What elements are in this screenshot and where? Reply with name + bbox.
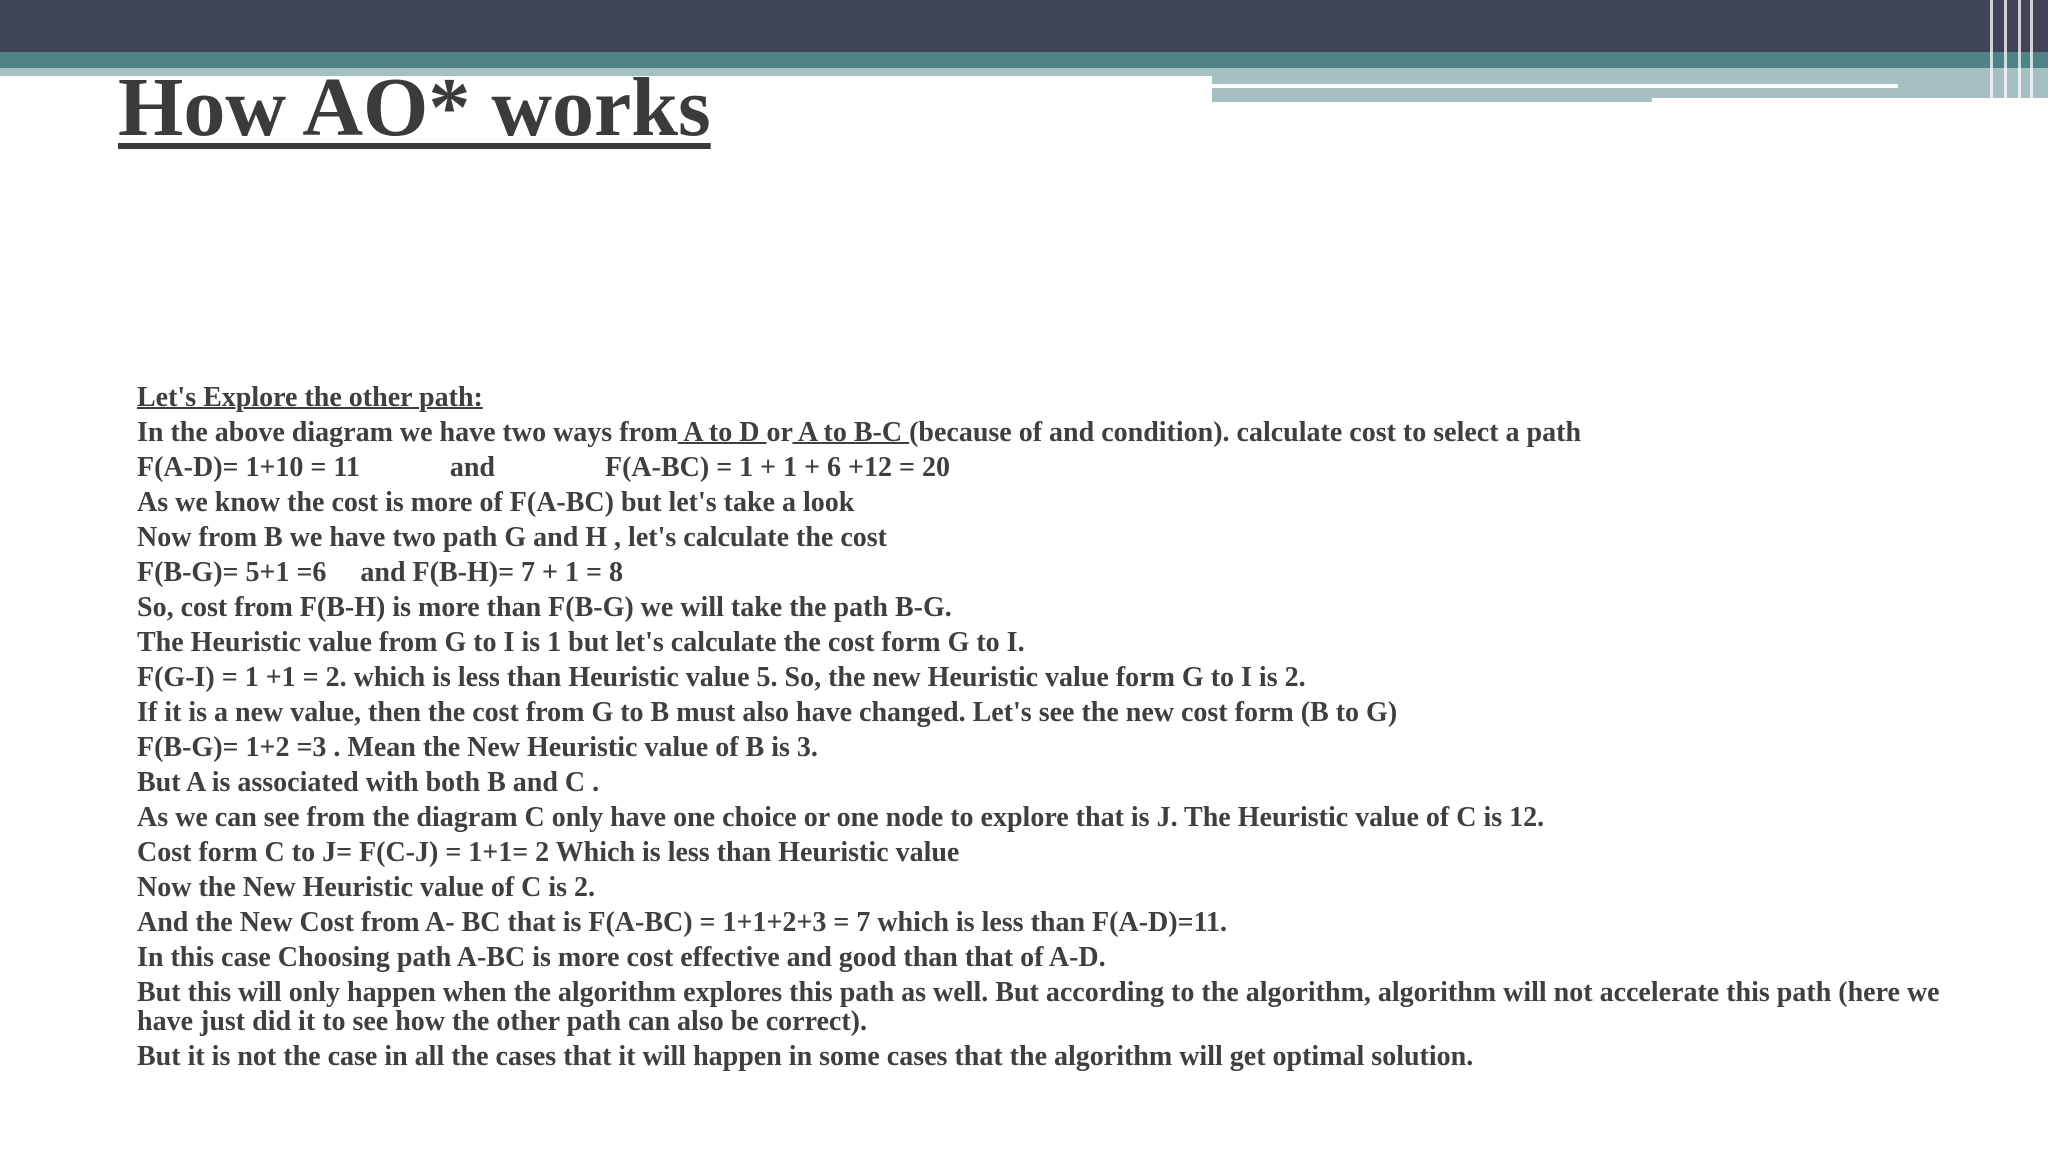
body-line: But it is not the case in all the cases that it will happen in some cases that the algorithm will get optimal solution. — [137, 1041, 1474, 1072]
header-edge-stripe — [1990, 0, 1993, 102]
body-line: If it is a new value, then the cost from G to B must also have changed. Let's see the new cost form (B to G) — [137, 697, 1398, 728]
header-divider-line-short — [1652, 98, 2048, 102]
body-line: So, cost from F(B-H) is more than F(B-G) we will take the path B-G. — [137, 592, 952, 623]
header-divider-line — [1212, 84, 1898, 88]
body-line: Now the New Heuristic value of C is 2. — [137, 872, 596, 903]
conjunction: and — [449, 452, 495, 483]
body-line: F(B-G)= 1+2 =3 . Mean the New Heuristic value of B is 3. — [137, 732, 818, 763]
formula-bg: F(B-G)= 5+1 =6 — [137, 557, 327, 588]
body-line: Cost form C to J= F(C-J) = 1+1= 2 Which is less than Heuristic value — [137, 837, 960, 868]
body-line — [137, 450, 1997, 485]
body-line: As we know the cost is more of F(A-BC) but let's take a look — [137, 487, 855, 518]
formula-ad: F(A-D)= 1+10 = 11 — [137, 452, 360, 483]
header-edge-stripe — [2030, 0, 2033, 102]
body-line-wrapped: But this will only happen when the algorithm explores this path as well. But according to the algorithm, algorithm will not accelerate this path (here we have just did it to see how the other path can also be correct). — [137, 977, 1940, 1037]
body-line — [137, 555, 1997, 590]
formula-abc: F(A-BC) = 1 + 1 + 6 +12 = 20 — [605, 452, 950, 483]
path-a-to-bc: A to B-C — [792, 417, 910, 448]
body-line: F(G-I) = 1 +1 = 2. which is less than Heuristic value 5. So, the new Heuristic value form G to I is 2. — [137, 662, 1306, 693]
text-span: In the above diagram we have two ways from — [137, 417, 678, 448]
header-edge-stripe — [2004, 0, 2007, 102]
body-line: As we can see from the diagram C only have one choice or one node to explore that is J. The Heuristic value of C is 12. — [137, 802, 1545, 833]
path-a-to-d: A to D — [677, 417, 767, 448]
body-line: In this case Choosing path A-BC is more cost effective and good than that of A-D. — [137, 942, 1106, 973]
slide-title: How AO* works — [118, 61, 711, 154]
header-edge-stripe — [2018, 0, 2021, 102]
body-line: But A is associated with both B and C . — [137, 767, 600, 798]
header-band-dark — [0, 0, 2048, 52]
body-line: And the New Cost from A- BC that is F(A-BC) = 1+1+2+3 = 7 which is less than F(A-D)=11. — [137, 907, 1227, 938]
slide-body — [137, 380, 1997, 1074]
body-line: Now from B we have two path G and H , let's calculate the cost — [137, 522, 887, 553]
formula-bh: and F(B-H)= 7 + 1 = 8 — [360, 557, 623, 588]
body-line: The Heuristic value from G to I is 1 but let's calculate the cost form G to I. — [137, 627, 1025, 658]
text-span: or — [766, 417, 793, 448]
text-span: (because of and condition). calculate cost to select a path — [909, 417, 1582, 448]
section-heading: Let's Explore the other path: — [137, 382, 483, 413]
body-line — [137, 415, 1997, 450]
